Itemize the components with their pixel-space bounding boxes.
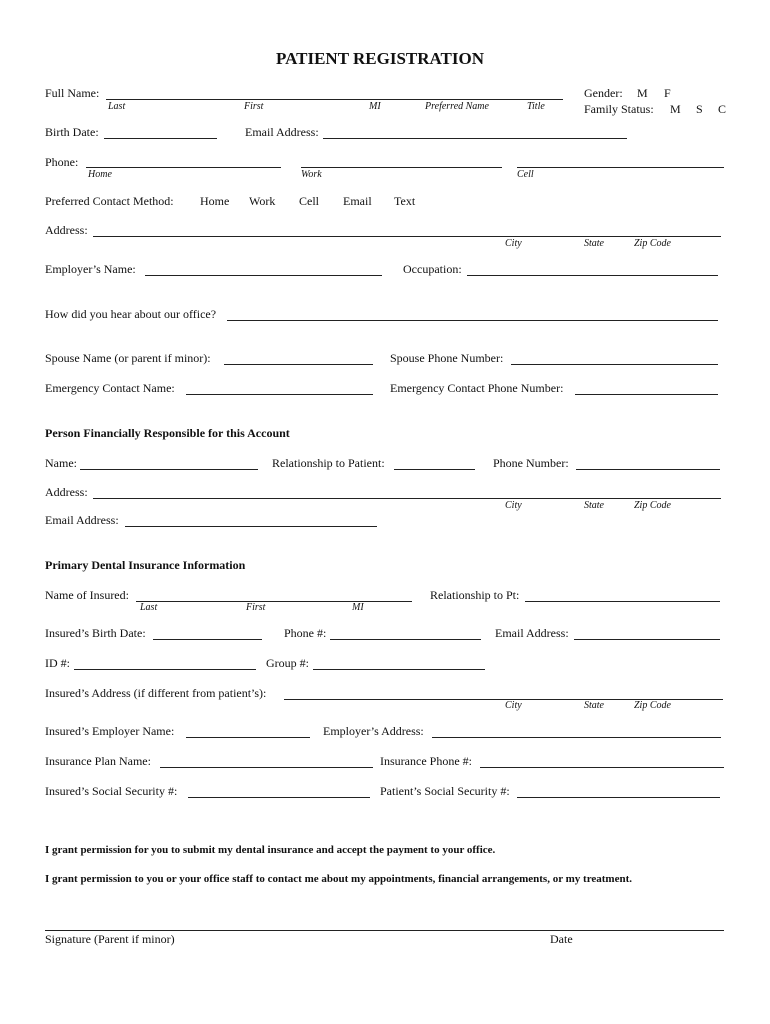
phone-sub-home: Home [88,169,112,180]
fin-name-label: Name: [45,456,77,470]
fin-address-sub-state: State [584,500,604,511]
phone-sub-cell: Cell [517,169,534,180]
ins-employer-address-input[interactable] [432,737,721,738]
ins-name-sub-mi: MI [352,602,364,613]
ins-address-sub-state: State [584,700,604,711]
ins-email-input[interactable] [574,639,720,640]
ins-employer-address-label: Employer’s Address: [323,724,424,738]
ins-address-sub-city: City [505,700,522,711]
gender-option-m[interactable]: M [637,86,648,100]
fin-email-label: Email Address: [45,513,119,527]
contact-option-text[interactable]: Text [394,194,416,208]
full-name-sub-preferred: Preferred Name [425,101,489,112]
phone-cell-input[interactable] [517,167,724,168]
ins-phone-label: Phone #: [284,626,327,640]
fin-address-sub-city: City [505,500,522,511]
employer-input[interactable] [145,275,382,276]
emergency-phone-label: Emergency Contact Phone Number: [390,381,564,395]
ins-birth-label: Insured’s Birth Date: [45,626,146,640]
ins-phone2-label: Insurance Phone #: [380,754,472,768]
ins-employer-label: Insured’s Employer Name: [45,724,175,738]
full-name-input[interactable] [106,99,563,100]
employer-label: Employer’s Name: [45,262,136,276]
address-sub-state: State [584,238,604,249]
full-name-sub-title: Title [527,101,545,112]
hear-input[interactable] [227,320,718,321]
fin-address-sub-zip: Zip Code [634,500,671,511]
permission-insurance: I grant permission for you to submit my dental insurance and accept the payment to your office. [45,844,496,856]
spouse-name-label: Spouse Name (or parent if minor): [45,351,211,365]
emergency-phone-input[interactable] [575,394,718,395]
gender-option-f[interactable]: F [664,86,671,100]
fin-address-input[interactable] [93,498,721,499]
birth-date-input[interactable] [104,138,217,139]
ins-relationship-label: Relationship to Pt: [430,588,520,602]
ins-address-sub-zip: Zip Code [634,700,671,711]
contact-option-email[interactable]: Email [343,194,372,208]
family-status-m[interactable]: M [670,102,681,116]
ins-name-input[interactable] [136,601,412,602]
patient-ssn-label: Patient’s Social Security #: [380,784,510,798]
emergency-name-label: Emergency Contact Name: [45,381,175,395]
phone-work-input[interactable] [301,167,502,168]
ins-heading: Primary Dental Insurance Information [45,558,246,572]
occupation-label: Occupation: [403,262,462,276]
date-label: Date [550,932,573,946]
family-status-s[interactable]: S [696,102,703,116]
patient-ssn-input[interactable] [517,797,720,798]
ins-relationship-input[interactable] [525,601,720,602]
address-sub-city: City [505,238,522,249]
fin-heading: Person Financially Responsible for this Account [45,426,290,440]
fin-relationship-label: Relationship to Patient: [272,456,385,470]
page-title: PATIENT REGISTRATION [276,49,484,68]
contact-method-label: Preferred Contact Method: [45,194,174,208]
contact-option-home[interactable]: Home [200,194,230,208]
fin-address-label: Address: [45,485,88,499]
ins-email-label: Email Address: [495,626,569,640]
phone-label: Phone: [45,155,79,169]
fin-email-input[interactable] [125,526,377,527]
fin-phone-label: Phone Number: [493,456,569,470]
ins-phone-input[interactable] [330,639,481,640]
contact-option-cell[interactable]: Cell [299,194,319,208]
fin-relationship-input[interactable] [394,469,475,470]
ins-phone2-input[interactable] [480,767,724,768]
ins-birth-input[interactable] [153,639,262,640]
ins-group-input[interactable] [313,669,485,670]
address-sub-zip: Zip Code [634,238,671,249]
ins-ssn-label: Insured’s Social Security #: [45,784,178,798]
occupation-input[interactable] [467,275,718,276]
ins-id-label: ID #: [45,656,70,670]
permission-contact: I grant permission to you or your office staff to contact me about my appointments, financial arrangements, or my treatment. [45,873,633,885]
emergency-name-input[interactable] [186,394,373,395]
gender-label: Gender: [584,86,623,100]
phone-sub-work: Work [301,169,322,180]
ins-employer-input[interactable] [186,737,310,738]
birth-date-label: Birth Date: [45,125,99,139]
email-label: Email Address: [245,125,319,139]
full-name-sub-first: First [244,101,264,112]
phone-home-input[interactable] [86,167,281,168]
family-status-c[interactable]: C [718,102,727,116]
fin-name-input[interactable] [80,469,258,470]
signature-label: Signature (Parent if minor) [45,932,175,946]
ins-name-sub-last: Last [140,602,158,613]
full-name-sub-mi: MI [369,101,381,112]
ins-plan-label: Insurance Plan Name: [45,754,151,768]
spouse-phone-input[interactable] [511,364,718,365]
ins-group-label: Group #: [266,656,309,670]
ins-ssn-input[interactable] [188,797,370,798]
address-label: Address: [45,223,88,237]
ins-address-label: Insured’s Address (if different from patient’s): [45,686,267,700]
family-status-label: Family Status: [584,102,654,116]
address-input[interactable] [93,236,721,237]
spouse-name-input[interactable] [224,364,373,365]
full-name-sub-last: Last [108,101,126,112]
ins-name-sub-first: First [246,602,266,613]
ins-id-input[interactable] [74,669,256,670]
fin-phone-input[interactable] [576,469,720,470]
signature-line[interactable] [45,930,724,931]
spouse-phone-label: Spouse Phone Number: [390,351,504,365]
full-name-label: Full Name: [45,86,100,100]
ins-name-label: Name of Insured: [45,588,129,602]
ins-plan-input[interactable] [160,767,373,768]
contact-option-work[interactable]: Work [249,194,276,208]
hear-label: How did you hear about our office? [45,307,217,321]
email-input[interactable] [323,138,627,139]
